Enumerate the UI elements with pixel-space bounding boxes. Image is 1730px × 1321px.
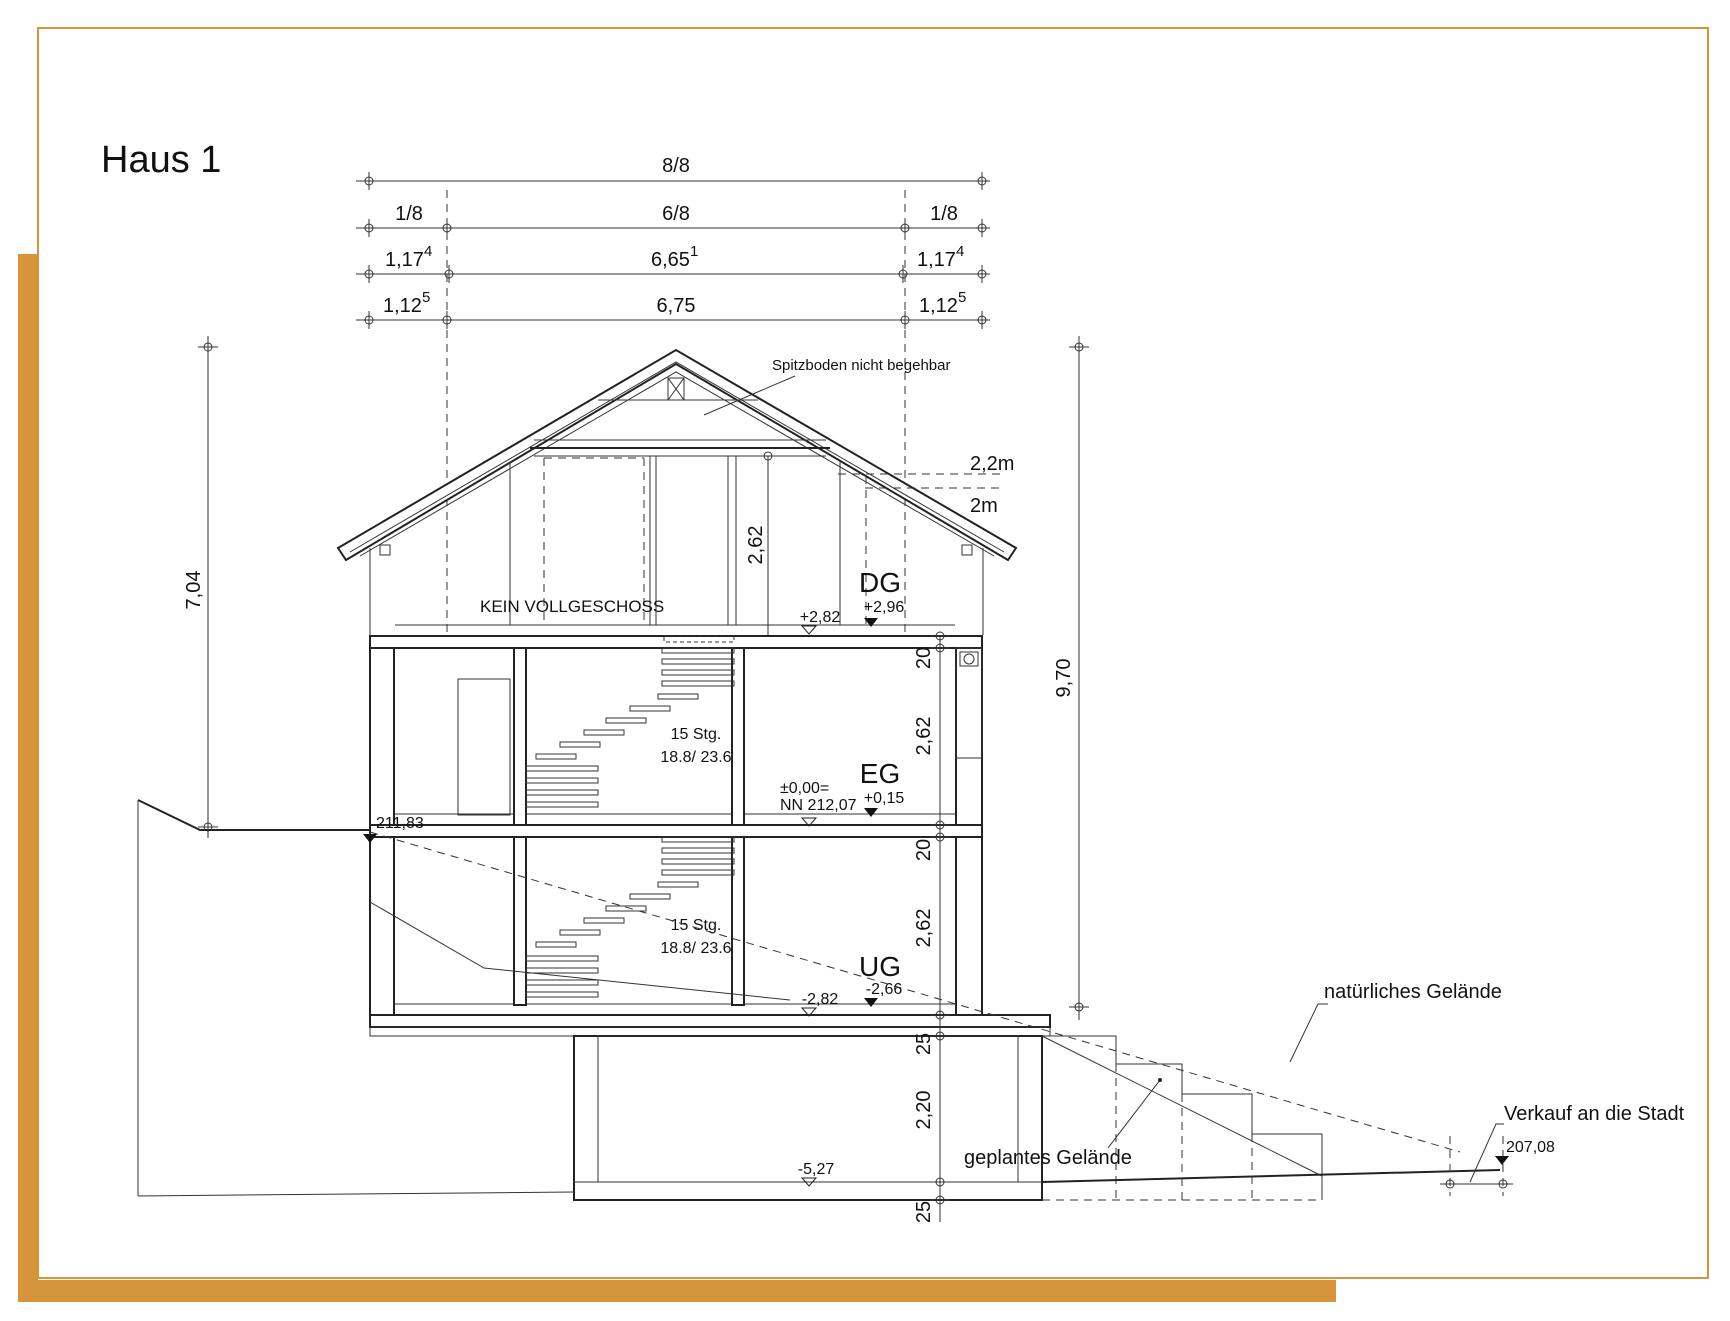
eg-name: EG [859, 758, 901, 789]
attic-label: Spitzboden nicht begehbar [772, 357, 951, 374]
eg-slab-level: ±0,00= [780, 780, 830, 797]
attic-height: 2,62 [745, 525, 767, 565]
eg-level: +0,15 [863, 790, 905, 807]
ug-slab-level: -2,82 [801, 991, 839, 1008]
dim-overall: 8/8 [662, 155, 690, 177]
dim-middle-eighths: 6/8 [662, 203, 690, 225]
eg-slab-thickness: 20 [913, 646, 935, 670]
right-terrain-level: 207,08 [1506, 1139, 1555, 1156]
sale-label: Verkauf an die Stadt [1504, 1103, 1685, 1125]
eg-nn: NN 212,07 [780, 797, 857, 814]
dim-row3-right: 1,17$^4$ [917, 243, 965, 271]
ug-slab-thickness: 20 [913, 838, 935, 862]
eg-stairs-count: 15 Stg. [670, 726, 722, 743]
planned-terrain-label: geplantes Gelände [964, 1147, 1132, 1169]
dim-row4-middle: 6,75 [656, 295, 696, 317]
dim-row3-middle: 6,65$^1$ [651, 243, 699, 271]
ug-height: 2,62 [913, 908, 935, 948]
left-terrain-level: 211,83 [376, 815, 424, 832]
dim-row4-right: 1,12$^5$ [919, 289, 967, 317]
ug-level: -2,66 [865, 981, 903, 998]
dim-left-height: 7,04 [183, 570, 205, 610]
ug-stairs-count: 15 Stg. [670, 917, 722, 934]
basement-level: -5,27 [797, 1161, 835, 1178]
natural-terrain-label: natürliches Gelände [1324, 981, 1502, 1003]
dg-slab-level: +2,82 [799, 609, 841, 626]
dg-note: KEIN VOLLGESCHOSS [480, 597, 665, 616]
dim-left-eighth: 1/8 [395, 203, 423, 225]
drawing-title: Haus 1 [101, 139, 222, 181]
dim-row3-left: 1,17$^4$ [385, 243, 433, 271]
dim-right-height: 9,70 [1053, 658, 1075, 698]
basement-slab-top: 25 [913, 1032, 935, 1056]
dim-right-eighth: 1/8 [930, 203, 958, 225]
height-mark-22: 2,2m [970, 453, 1015, 475]
accent-bar-left [18, 254, 38, 1302]
accent-bar-bottom [18, 1280, 1336, 1302]
basement-height: 2,20 [913, 1090, 935, 1130]
ug-stairs-ratio: 18.8/ 23.6 [660, 940, 732, 957]
dg-name: DG [859, 567, 901, 598]
eg-height: 2,62 [913, 716, 935, 756]
dim-row4-left: 1,12$^5$ [383, 289, 431, 317]
height-mark-2: 2m [970, 495, 998, 517]
basement-slab-bottom: 25 [913, 1200, 935, 1224]
eg-stairs-ratio: 18.8/ 23.6 [660, 749, 732, 766]
dg-level: +2,96 [863, 599, 905, 616]
ug-name: UG [859, 951, 901, 982]
